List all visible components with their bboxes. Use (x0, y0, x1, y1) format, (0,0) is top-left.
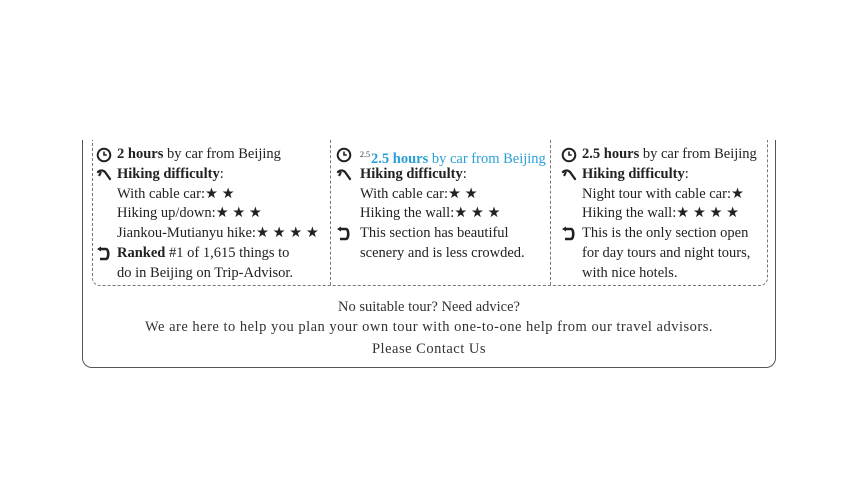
footer-help-text: We are here to help you plan your own tour with one-to-one help from our travel advisors. (144, 319, 713, 335)
difficulty-colon: : (684, 165, 689, 182)
travel-time-row (561, 145, 767, 165)
note-line: do in Beijing on Trip-Advisor. (117, 264, 294, 281)
note-line: This section has beautiful (360, 225, 509, 242)
column-divider (330, 140, 331, 285)
difficulty-label: Hiking difficulty (360, 165, 463, 182)
travel-time-suffix: by car from Beijing (163, 146, 281, 162)
arrow-return-icon (336, 226, 352, 242)
travel-time-row (96, 145, 328, 165)
difficulty-item-label: Hiking the wall: (360, 205, 455, 222)
arrow-return-icon (561, 226, 577, 242)
star-rating: ★ ★ ★ ★ (676, 205, 740, 222)
hiker-icon (96, 167, 112, 183)
tour-column-1 (96, 145, 328, 284)
difficulty-colon: : (219, 165, 224, 182)
star-rating: ★ ★ (204, 185, 235, 202)
difficulty-item (336, 185, 548, 205)
star-rating: ★ ★ (447, 185, 478, 202)
note-line: for day tours and night tours, (582, 244, 751, 261)
travel-time-suffix: by car from Beijing (639, 146, 757, 162)
difficulty-item-label: Night tour with cable car: (582, 185, 731, 202)
note-row (561, 244, 767, 264)
difficulty-item-label: With cable car: (360, 185, 448, 202)
star-rating: ★ ★ ★ ★ (255, 225, 319, 242)
column-divider (550, 140, 551, 285)
difficulty-item-label: Jiankou-Mutianyu hike: (117, 225, 256, 242)
note-row (96, 264, 328, 284)
clock-icon (96, 147, 112, 163)
contact-us-link[interactable]: Please Contact Us (371, 341, 486, 357)
hiker-icon (561, 167, 577, 183)
clock-icon (336, 147, 352, 163)
note-line: with nice hotels. (582, 264, 678, 281)
travel-time-suffix: by car from Beijing (428, 150, 546, 167)
note-line: This is the only section open (582, 225, 749, 242)
travel-time-value: 2.5 hours (582, 146, 640, 162)
tour-column-3 (561, 145, 767, 284)
tour-column-2 (336, 145, 548, 264)
star-rating: ★ (730, 185, 744, 202)
difficulty-item-label: Hiking the wall: (582, 205, 677, 222)
note-row (561, 264, 767, 284)
difficulty-header-row (96, 165, 328, 185)
difficulty-colon: : (462, 165, 467, 182)
superscript-marker: 2.5 (360, 150, 370, 159)
note-row (336, 244, 548, 264)
travel-time-value: 2 hours (117, 146, 164, 162)
star-rating: ★ ★ ★ (454, 205, 501, 222)
ranked-label: Ranked (117, 244, 166, 261)
travel-time-row (336, 145, 548, 165)
note-line: #1 of 1,615 things to (165, 244, 290, 261)
note-row (561, 224, 767, 244)
difficulty-header-row (336, 165, 548, 185)
difficulty-label: Hiking difficulty (582, 165, 685, 182)
note-line: scenery and is less crowded. (360, 244, 525, 261)
difficulty-item (561, 185, 767, 205)
star-rating: ★ ★ ★ (215, 205, 262, 222)
difficulty-item-label: Hiking up/down: (117, 205, 216, 222)
footer-question: No suitable tour? Need advice? (338, 299, 520, 315)
difficulty-label: Hiking difficulty (117, 165, 220, 182)
difficulty-item (96, 204, 328, 224)
difficulty-item (336, 204, 548, 224)
difficulty-item (561, 204, 767, 224)
clock-icon (561, 147, 577, 163)
note-row (336, 224, 548, 244)
difficulty-header-row (561, 165, 767, 185)
travel-time-value: 2.5 hours (371, 150, 429, 167)
difficulty-item-label: With cable car: (117, 185, 205, 202)
note-row (96, 244, 328, 264)
difficulty-item (96, 224, 328, 244)
hiker-icon (336, 167, 352, 183)
arrow-return-icon (96, 246, 112, 262)
difficulty-item (96, 185, 328, 205)
